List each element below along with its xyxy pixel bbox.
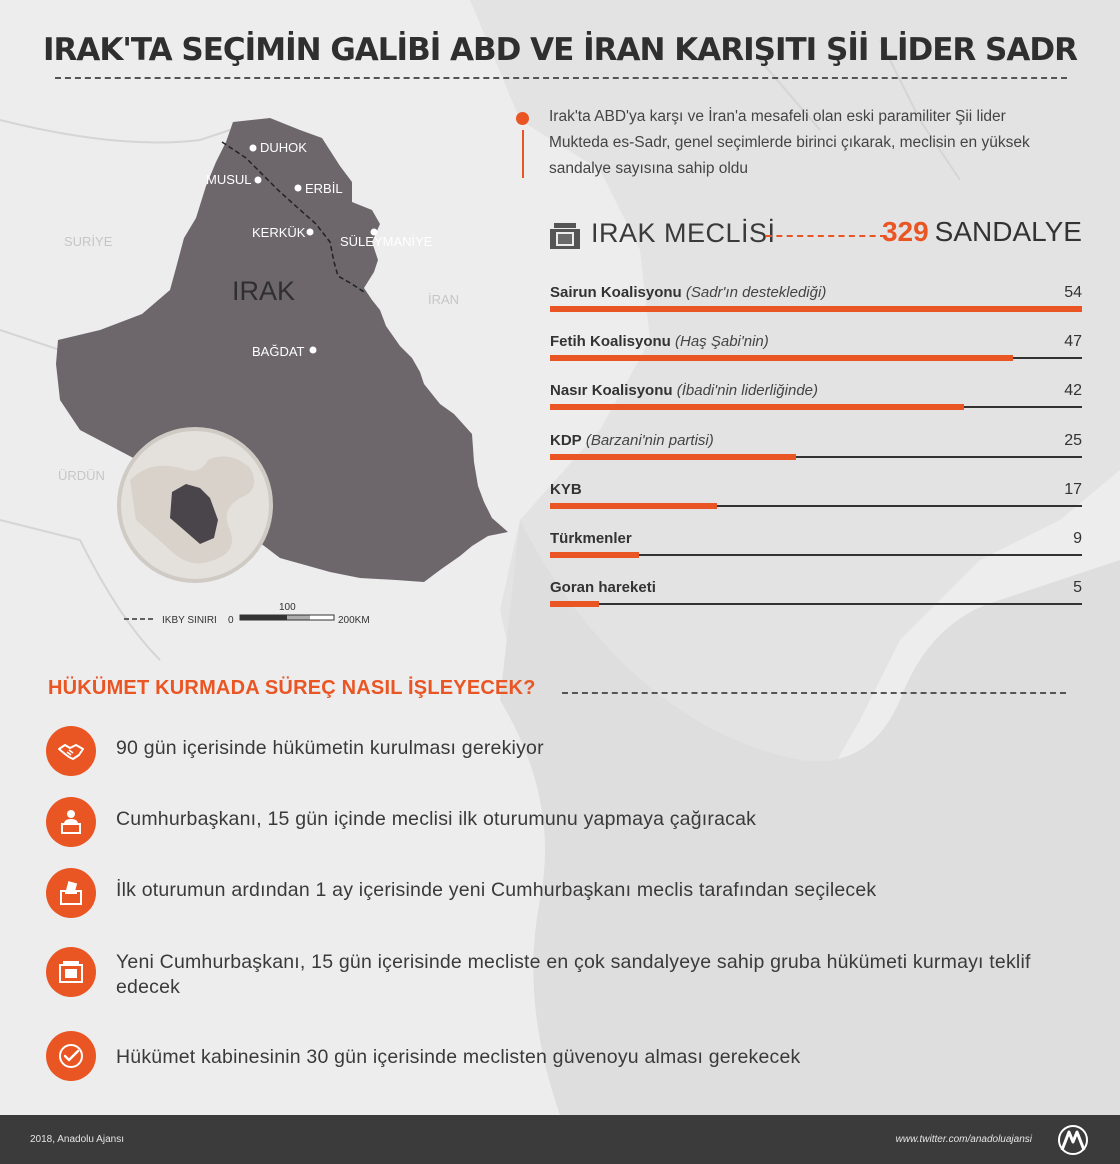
city-dot-duhok — [250, 145, 257, 152]
scale-label-200: 200KM — [338, 615, 370, 626]
intro-text: Irak'ta ABD'ya karşı ve İran'a mesafeli olan eski paramiliter Şii lider Mukteda es-Sadr, genel seçimlerde birinci çıkarak, meclisin en yüksek sandalye sayısına sahip oldu — [549, 108, 1030, 177]
seat-bar — [550, 355, 1013, 361]
party-note: (Barzani'nin partisi) — [585, 431, 714, 449]
seat-row-name — [550, 579, 656, 596]
process-step-text: Cumhurbaşkanı, 15 gün içinde meclisi ilk oturumunu yapmaya çağıracak — [116, 808, 757, 830]
locator-globe — [119, 429, 271, 581]
process-step-text: Yeni Cumhurbaşkanı, 15 gün içerisinde mecliste en çok sandalyeye sahip gruba hükümeti kurmayı teklif edecek — [116, 951, 1031, 998]
seat-count: 5 — [1073, 579, 1082, 597]
seat-row — [550, 329, 1082, 378]
party-note: (Haş Şabi'nin) — [675, 333, 769, 351]
seat-row-name — [550, 481, 582, 498]
country-label-irak: IRAK — [232, 276, 296, 306]
handshake-icon — [46, 726, 96, 776]
seat-row — [550, 378, 1082, 427]
seat-count: 42 — [1064, 382, 1082, 400]
intro-bullet — [516, 112, 529, 125]
party-note: (İbadi'nin liderliğinde) — [676, 382, 818, 400]
process-step-text: İlk oturumun ardından 1 ay içerisinde yeni Cumhurbaşkanı meclis tarafından seçilecek — [116, 879, 877, 901]
seat-bar — [550, 601, 599, 607]
process-step-text: Hükümet kabinesinin 30 gün içerisinde meclisten güvenoyu alması gerekecek — [116, 1046, 801, 1068]
city-dot-kerkuk — [307, 229, 314, 236]
footer-twitter-link[interactable]: www.twitter.com/anadoluajansi — [895, 1134, 1032, 1145]
seat-count: 9 — [1073, 529, 1082, 547]
scale-label-100: 100 — [279, 602, 296, 613]
neighbor-label-iran: İRAN — [428, 292, 460, 307]
party-name: KDP — [550, 431, 582, 449]
party-name: KYB — [550, 480, 582, 498]
total-seats-label: SANDALYE — [934, 216, 1082, 247]
seat-row-name — [550, 284, 826, 301]
podium-speaker-icon — [46, 797, 96, 847]
seat-row — [550, 428, 1082, 477]
seat-bar-track — [550, 603, 1082, 605]
city-label-kerkuk: KERKÜK — [252, 225, 306, 240]
seat-bar — [550, 552, 639, 558]
total-seats-number: 329 — [881, 216, 929, 247]
scale-bar — [240, 615, 334, 620]
party-name: Fetih Koalisyonu — [550, 333, 671, 351]
seat-row-name — [550, 530, 632, 547]
scale-label-0: 0 — [228, 615, 234, 626]
seat-bar — [550, 306, 1082, 312]
parliament-divider — [766, 235, 886, 237]
party-name: Sairun Koalisyonu — [550, 284, 682, 301]
neighbor-label-suriye: SURİYE — [64, 234, 113, 249]
seat-row — [550, 477, 1082, 526]
city-label-duhok: DUHOK — [260, 140, 307, 155]
parliament-building-icon — [550, 223, 580, 251]
seat-bar-list — [550, 280, 1082, 624]
seat-row — [550, 526, 1082, 575]
seat-count: 25 — [1064, 431, 1082, 449]
seat-row-name — [550, 333, 769, 350]
city-label-suleymaniye: SÜLEYMANİYE — [340, 234, 433, 249]
party-name: Nasır Koalisyonu — [550, 382, 673, 400]
seat-count: 17 — [1064, 480, 1082, 498]
anadolu-agency-logo-icon — [1056, 1124, 1090, 1156]
seat-bar — [550, 503, 717, 509]
city-label-musul: MUSUL — [206, 172, 252, 187]
seat-count: 47 — [1064, 333, 1082, 351]
city-dot-erbil — [295, 185, 302, 192]
party-note: (Sadr'ın desteklediği) — [685, 284, 827, 301]
seat-row-name — [550, 382, 818, 399]
seat-bar — [550, 454, 796, 460]
parliament-header — [550, 216, 1082, 256]
city-label-bagdat: BAĞDAT — [252, 344, 305, 359]
party-name: Türkmenler — [550, 529, 632, 547]
parliament-total — [882, 216, 1082, 248]
title-divider — [55, 77, 1067, 79]
seat-count: 54 — [1064, 284, 1082, 301]
parliament-title: IRAK MECLİSİ — [591, 218, 776, 248]
city-dot-musul — [255, 177, 262, 184]
check-circle-icon — [46, 1031, 96, 1081]
process-step-text: 90 gün içerisinde hükümetin kurulması gerekiyor — [116, 737, 544, 759]
footer — [0, 1115, 1120, 1164]
seat-row-name — [550, 432, 714, 449]
ballot-box-icon — [46, 868, 96, 918]
seat-bar — [550, 404, 964, 410]
intro-accent-line — [522, 130, 524, 178]
footer-credit: 2018, Anadolu Ajansı — [30, 1134, 124, 1145]
intro-block — [512, 104, 1052, 180]
page-title: IRAK'TA SEÇİMİN GALİBİ ABD VE İRAN KARIŞITI Şİİ LİDER SADR — [43, 32, 1077, 68]
process-divider — [562, 692, 1066, 694]
seat-row — [550, 575, 1082, 624]
process-section-title: HÜKÜMET KURMADA SÜREÇ NASIL İŞLEYECEK? — [48, 677, 536, 699]
iraq-map — [0, 100, 520, 640]
party-name: Goran hareketi — [550, 579, 656, 597]
parliament-icon — [46, 947, 96, 997]
city-label-erbil: ERBİL — [305, 181, 343, 196]
seat-row — [550, 280, 1082, 329]
legend-border-label: IKBY SINIRI — [162, 615, 217, 626]
city-dot-bagdat — [310, 347, 317, 354]
neighbor-label-urdun: ÜRDÜN — [58, 468, 105, 483]
